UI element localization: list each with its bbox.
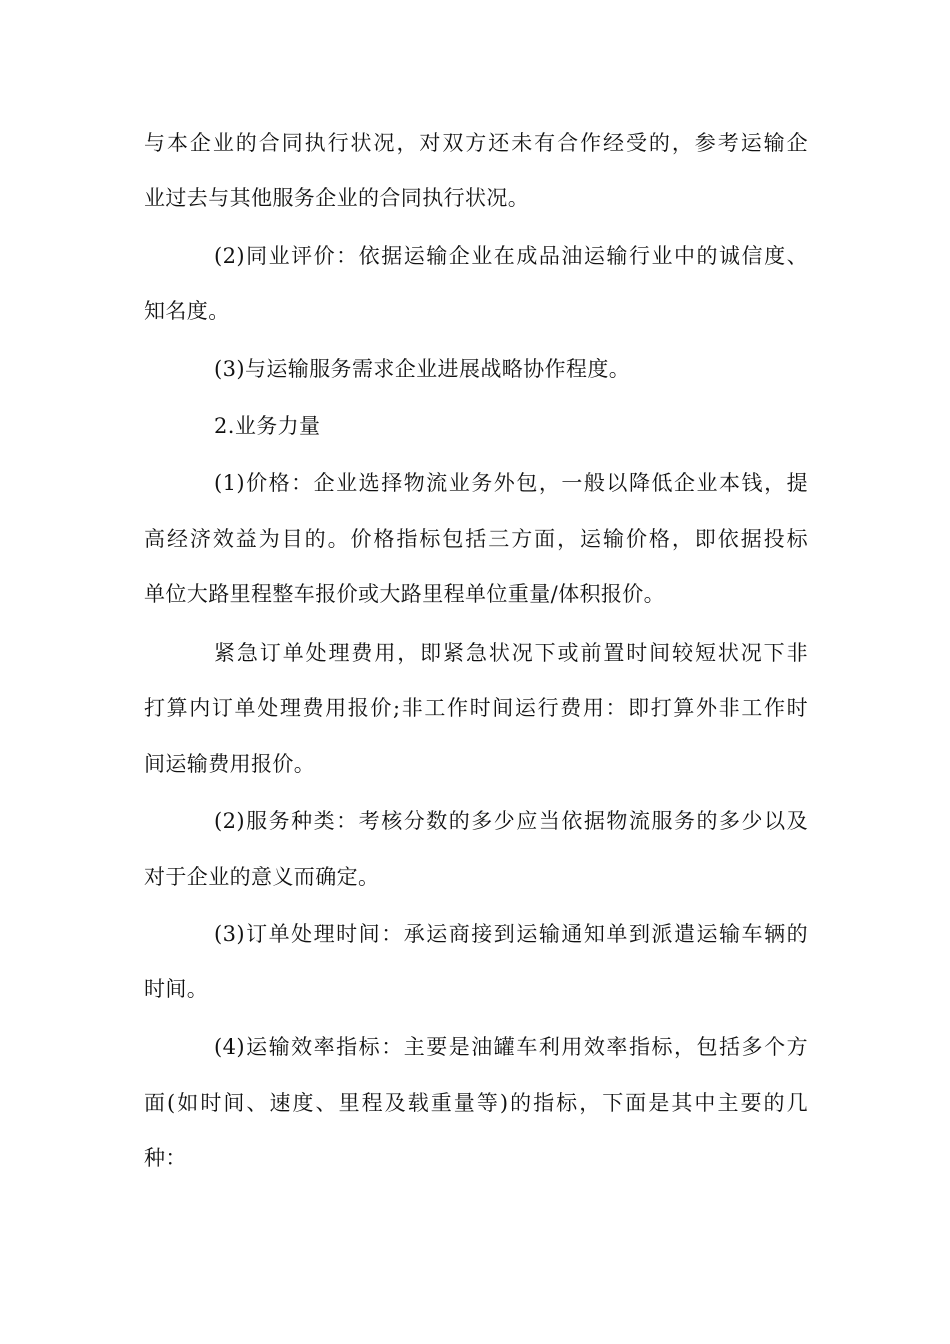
body-line: 面(如时间、速度、里程及载重量等)的指标，下面是其中主要的几: [144, 1091, 808, 1115]
body-line: 与本企业的合同执行状况，对双方还未有合作经受的，参考运输企: [144, 131, 808, 155]
body-line: (3)订单处理时间：承运商接到运输通知单到派遣运输车辆的: [214, 922, 808, 946]
body-line: 单位大路里程整车报价或大路里程单位重量/体积报价。: [144, 582, 666, 606]
body-line: 种：: [144, 1146, 187, 1170]
body-line: 对于企业的意义而确定。: [144, 865, 380, 889]
body-line: (2)服务种类：考核分数的多少应当依据物流服务的多少以及: [214, 809, 808, 833]
body-line: (1)价格：企业选择物流业务外包，一般以降低企业本钱，提: [214, 471, 808, 495]
body-line: 紧急订单处理费用，即紧急状况下或前置时间较短状况下非: [214, 641, 808, 665]
body-line: 知名度。: [144, 299, 230, 323]
body-line: 业过去与其他服务企业的合同执行状况。: [144, 186, 530, 210]
body-line: 打算内订单处理费用报价;非工作时间运行费用：即打算外非工作时: [144, 696, 808, 720]
section-heading: 2.业务力量: [214, 414, 321, 438]
body-line: (2)同业评价：依据运输企业在成品油运输行业中的诚信度、: [214, 244, 808, 268]
body-line: (3)与运输服务需求企业进展战略协作程度。: [214, 357, 631, 381]
body-line: 间运输费用报价。: [144, 752, 316, 776]
body-line: 时间。: [144, 977, 209, 1001]
body-line: (4)运输效率指标：主要是油罐车利用效率指标，包括多个方: [214, 1035, 808, 1059]
body-line: 高经济效益为目的。价格指标包括三方面，运输价格，即依据投标: [144, 527, 808, 551]
